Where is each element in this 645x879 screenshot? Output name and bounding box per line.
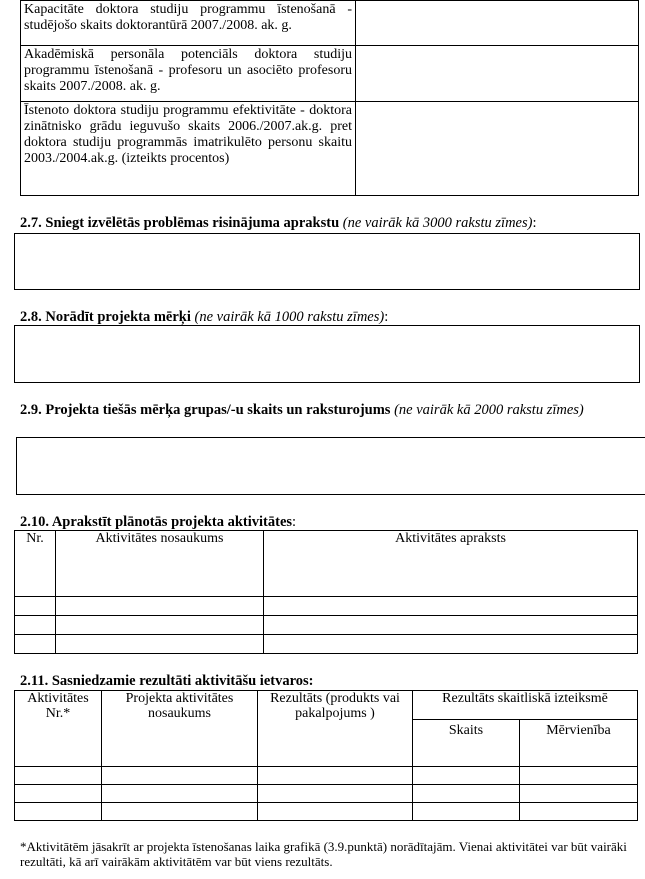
header-nr: Nr.	[15, 531, 56, 597]
section-title: 2.7. Sniegt izvēlētās problēmas risinājuma aprakstu	[20, 215, 340, 231]
header-activity-nr: Aktivitātes Nr.*	[15, 691, 102, 767]
header-activity-name: Projekta aktivitātes nosaukums	[102, 691, 258, 767]
header-activity-name: Aktivitātes nosaukums	[56, 531, 264, 597]
table-row	[15, 803, 638, 821]
cell[interactable]	[102, 803, 258, 821]
cell[interactable]	[258, 803, 413, 821]
cell[interactable]	[102, 785, 258, 803]
cell[interactable]	[520, 785, 638, 803]
cell[interactable]	[15, 597, 56, 616]
section-2-9-heading	[20, 402, 625, 419]
indicator-label: Īstenoto doktora studiju programmu efektivitāte - doktora zinātnisko grādu ieguvušo skaits 2006./2007.ak.g. pret doktora studiju programmās imatrikulēto personu skaitu 2003./2004.ak.g. (izteikts procentos)	[21, 102, 356, 196]
cell[interactable]	[264, 597, 638, 616]
colon: :	[384, 309, 389, 325]
cell[interactable]	[258, 785, 413, 803]
table-header-row	[15, 531, 638, 597]
cell[interactable]	[264, 635, 638, 654]
indicator-label: Akadēmiskā personāla potenciāls doktora studiju programmu īstenošanā - profesoru un asociēto profesoru skaits 2007./2008. ak. g.	[21, 46, 356, 102]
header-unit: Mērvienība	[520, 720, 638, 767]
cell[interactable]	[264, 616, 638, 635]
target-group-field[interactable]	[16, 437, 645, 495]
cell[interactable]	[15, 767, 102, 785]
indicator-value-cell[interactable]	[356, 1, 639, 46]
activities-table	[14, 530, 638, 654]
section-2-10-heading	[20, 514, 640, 531]
cell[interactable]	[413, 803, 520, 821]
cell[interactable]	[15, 803, 102, 821]
problem-solution-field[interactable]	[14, 233, 640, 290]
results-table	[14, 690, 638, 821]
cell[interactable]	[258, 767, 413, 785]
cell[interactable]	[15, 616, 56, 635]
section-2-8-heading	[20, 309, 640, 326]
table-row	[15, 616, 638, 635]
section-2-11-heading	[20, 673, 640, 690]
table-row	[21, 1, 639, 46]
indicator-value-cell[interactable]	[356, 102, 639, 196]
cell[interactable]	[520, 803, 638, 821]
header-result: Rezultāts (produkts vai pakalpojums )	[258, 691, 413, 767]
section-2-7-heading	[20, 215, 640, 232]
section-note: (ne vairāk kā 1000 rakstu zīmes)	[194, 309, 385, 325]
header-count: Skaits	[413, 720, 520, 767]
cell[interactable]	[15, 785, 102, 803]
cell[interactable]	[56, 635, 264, 654]
section-title: 2.9. Projekta tiešās mērķa grupas/-u skaits un raksturojums	[20, 402, 391, 418]
colon: :	[292, 514, 297, 530]
project-goal-field[interactable]	[14, 325, 640, 383]
section-title: 2.11. Sasniedzamie rezultāti aktivitāšu ietvaros:	[20, 673, 314, 689]
cell[interactable]	[15, 635, 56, 654]
cell[interactable]	[56, 616, 264, 635]
cell[interactable]	[520, 767, 638, 785]
section-note: (ne vairāk kā 2000 rakstu zīmes)	[394, 402, 584, 418]
header-numeric-expression: Rezultāts skaitliskā izteiksmē	[413, 691, 638, 720]
cell[interactable]	[102, 767, 258, 785]
table-row	[15, 635, 638, 654]
footnote: *Aktivitātēm jāsakrīt ar projekta īstenošanas laika grafikā (3.9.punktā) norādītajām. Vienai aktivitātei var būt vairāki rezultāti, kā arī vairākām aktivitātēm var būt viens rezultāts.	[20, 839, 627, 869]
indicator-value-cell[interactable]	[356, 46, 639, 102]
section-title: 2.8. Norādīt projekta mērķi	[20, 309, 191, 325]
indicators-table	[20, 0, 639, 196]
colon: :	[532, 215, 537, 231]
table-row	[15, 785, 638, 803]
table-header-row	[15, 691, 638, 720]
table-row	[15, 767, 638, 785]
header-activity-description: Aktivitātes apraksts	[264, 531, 638, 597]
section-title: 2.10. Aprakstīt plānotās projekta aktivitātes	[20, 514, 293, 530]
cell[interactable]	[413, 785, 520, 803]
table-row	[21, 102, 639, 196]
cell[interactable]	[56, 597, 264, 616]
indicator-label: Kapacitāte doktora studiju programmu īstenošanā - studējošo skaits doktorantūrā 2007./2008. ak. g.	[21, 1, 356, 46]
cell[interactable]	[413, 767, 520, 785]
table-row	[21, 46, 639, 102]
section-note: (ne vairāk kā 3000 rakstu zīmes)	[342, 215, 533, 231]
table-row	[15, 597, 638, 616]
